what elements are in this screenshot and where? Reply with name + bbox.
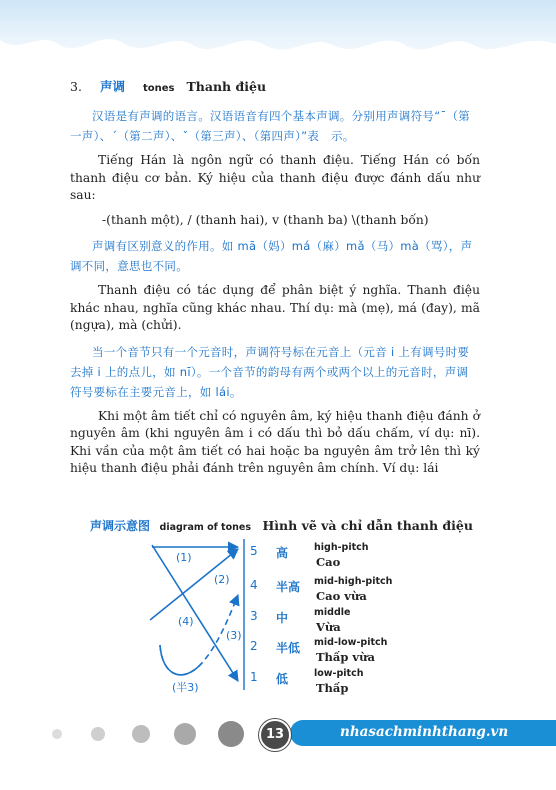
pitch-level-number: 3 [250,609,258,623]
section-heading [70,78,480,98]
pitch-level-number: 5 [250,544,258,558]
tone-2-label: (2) [214,573,230,586]
diagram-title-en: diagram of tones [159,522,251,533]
section-title-zh: 声调 [99,79,125,94]
tone-diagram [120,535,250,705]
footer-dot [52,729,62,739]
pitch-level-zh: 低 [276,672,289,686]
pitch-level-5 [250,540,470,572]
footer-website-band [290,720,556,746]
tone-3-label: (3) [226,629,242,642]
pitch-level-4 [250,574,470,606]
pitch-level-zh: 中 [276,611,289,625]
paragraph-3-chinese: 当一个音节只有一个元音时，声调符号标在元音上（元音 i 上有调号时要去掉 i 上的点儿，如 nī）。一个音节的韵母有两个或两个以上的元音时，声调符号要标在主要元音上，如 lái。 [70,344,470,399]
pitch-level-vi: Cao [316,555,341,569]
footer-dot [218,721,244,747]
pitch-level-1 [250,666,470,698]
diagram-title-vi: Hình vẽ và chỉ dẫn thanh điệu [262,518,473,533]
header-cloud-decoration [0,0,556,70]
paragraph-3-vietnamese: Khi một âm tiết chỉ có nguyên âm, ký hiệu thanh điệu đánh ở nguyên âm (khi nguyên âm i có dấu thì bỏ dấu chấm, ví dụ: nī). Khi vần của một âm tiết có hai hoặc ba nguyên âm trở lên thì ký hiệu thanh điệu phải đánh trên nguyên âm chính. Ví dụ: lái [70,408,480,475]
page-footer [0,718,556,748]
pitch-level-zh: 高 [276,546,289,560]
pitch-level-en: middle [314,607,351,618]
section-title-en: tones [142,83,175,94]
pitch-level-zh: 半低 [276,641,301,655]
tone-4-line [152,545,238,681]
paragraph-2-vietnamese: Thanh điệu có tác dụng để phân biệt ý nghĩa. Thanh điệu khác nhau, nghĩa cũng khác nhau. Thí dụ: mà (mẹ), má (đay), mã (ngựa), mà (chửi). [70,283,480,332]
pitch-level-en: mid-high-pitch [314,576,393,587]
pitch-level-en: mid-low-pitch [314,637,388,648]
diagram-title [90,517,490,534]
footer-dot [132,725,150,743]
half-tone-3-curve [160,645,202,675]
pitch-level-en: low-pitch [314,668,364,679]
paragraph-1-vietnamese: Tiếng Hán là ngôn ngữ có thanh điệu. Tiếng Hán có bốn thanh điệu cơ bản. Ký hiệu của thanh điệu được đánh dấu như sau: [70,153,480,202]
pitch-level-number: 2 [250,639,258,653]
pitch-level-vi: Thấp vừa [316,650,375,664]
footer-dot [174,723,196,745]
pitch-level-3 [250,605,470,637]
paragraph-2-chinese: 声调有区别意义的作用。如 mā（妈）má（麻）mǎ（马）mà（骂），声调不同，意思也不同。 [70,239,473,273]
page-number: 13 [259,719,291,751]
pitch-level-number: 4 [250,578,258,592]
tone-4-label: (4) [178,615,194,628]
diagram-title-zh: 声调示意图 [90,519,151,533]
content-area [70,78,480,485]
pitch-level-zh: 半高 [276,580,301,594]
section-number: 3. [70,79,82,94]
pitch-level-en: high-pitch [314,542,369,553]
tone-marks-list: -(thanh một), / (thanh hai), v (thanh ba) \(thanh bốn) [102,212,429,227]
pitch-level-vi: Thấp [316,681,349,695]
website-link[interactable]: nhasachminhthang.vn [340,724,509,740]
paragraph-1-chinese: 汉语是有声调的语言。汉语语音有四个基本声调。分别用声调符号“ˉ（第一声）、ˊ（第二声）、ˇ（第三声）、（第四声）”表 示。 [70,109,471,143]
pitch-level-number: 1 [250,670,258,684]
pitch-level-vi: Cao vừa [316,589,367,603]
tone-1-label: (1) [176,551,192,564]
pitch-level-2 [250,635,470,667]
footer-dot [91,727,105,741]
section-title-vi: Thanh điệu [186,79,267,94]
pitch-level-vi: Vừa [316,620,341,634]
half-tone-3-label: (半3) [172,681,199,694]
